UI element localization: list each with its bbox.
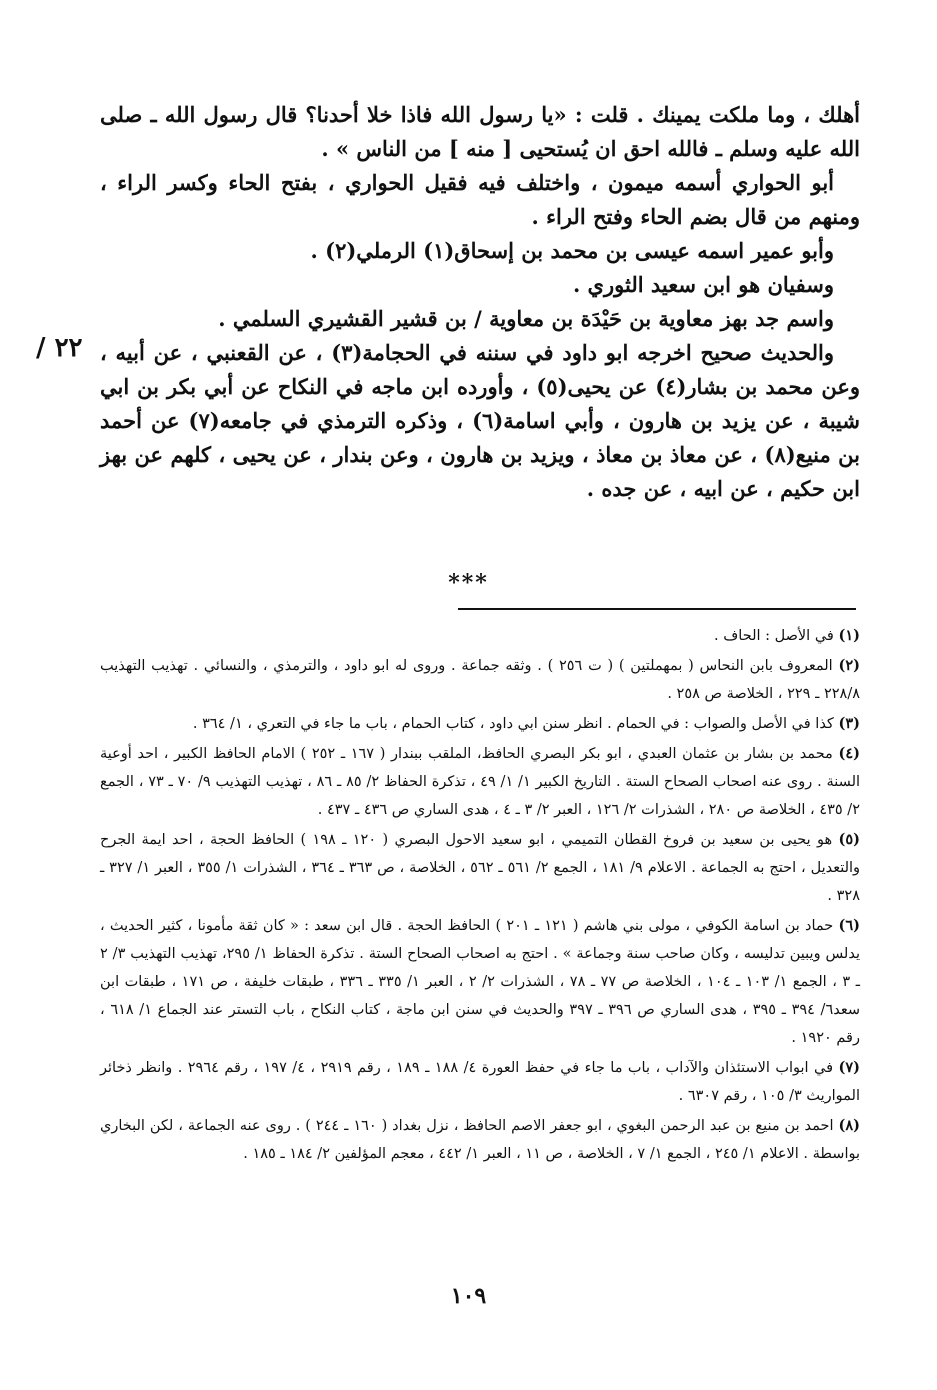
- footnote-number: (٣): [838, 715, 860, 732]
- footnote: [100, 622, 860, 650]
- page-number: ١٠٩: [450, 1283, 487, 1309]
- footnote: [100, 652, 860, 708]
- footnote: [100, 826, 860, 910]
- footnote-number: (٥): [838, 831, 861, 848]
- main-paragraph: واسم جد بهز معاوية بن حَيْدَة بن معاوية / بن قشير القشيري السلمي .: [218, 306, 834, 331]
- margin-page-marker: ٢٢ /: [36, 333, 83, 363]
- footnote-text: احمد بن منيع بن عبد الرحمن البغوي ، ابو جعفر الاصم الحافظ ، نزل بغداد ( ١٦٠ ـ ٢٤٤ ) . روى عنه الجماعة ، لكن البخاري بواسطة . الاعلام ١/ ٢٤٥ ، الجمع ١/ ٧ ، الخلاصة ، ص ١١ ، العبر ١/ ٤٤٢ ، معجم المؤلفين ٢/ ١٨٤ ـ ١٨٥ .: [100, 1118, 860, 1162]
- footnote-number: (٤): [838, 745, 861, 762]
- footnote: [100, 710, 860, 738]
- footnote: [100, 1112, 860, 1168]
- section-separator: ***: [448, 570, 489, 596]
- footnote-number: (٢): [838, 657, 860, 674]
- footnote-number: (٨): [838, 1117, 861, 1134]
- footnote: [100, 912, 860, 1052]
- main-paragraph: وأبو عمير اسمه عيسى بن محمد بن إسحاق(١) الرملي(٢) .: [310, 238, 834, 263]
- footnote-text: حماد بن اسامة الكوفي ، مولى بني هاشم ( ١٢١ ـ ٢٠١ ) الحافظ الحجة . قال ابن سعد : « كان ثقة مأمونا ، كثير الحديث ، يدلس ويبين تدليسه ، وكان صاحب سنة وجماعة » . احتج به اصحاب الصحاح الستة . تذكرة الحفاظ ١/ ٢٩٥، تهذيب التهذيب ٣/ ٢ ـ ٣ ، الجمع ١/ ١٠٣ ـ ١٠٤ ، الخلاصة ص ٧٧ ـ ٧٨ ، الشذرات ٢/ ٢ ، العبر ١/ ٣٣٥ ـ ٣٣٦ ، طبقات خليفة ، ص ١٧١ ، طبقات ابن سعد٦/ ٣٩٤ ـ ٣٩٥ ، هدى الساري ص ٣٩٦ ـ ٣٩٧ والحديث في سنن ابن ماجة ، كتاب النكاح ، باب التستر عند الجماع ١/ ٦١٨ ، رقم ١٩٢٠ .: [100, 918, 861, 1046]
- footnote-text: في ابواب الاستئذان والآداب ، باب ما جاء في حفظ العورة ٤/ ١٨٨ ـ ١٨٩ ، رقم ٢٩١٩ ، ٤/ ١٩٧ ، رقم ٢٩٦٤ . وانظر ذخائر المواريث ٣/ ١٠٥ ، رقم ٦٣٠٧ .: [100, 1060, 860, 1104]
- footnote-text: كذا في الأصل والصواب : في الحمام . انظر سنن ابي داود ، كتاب الحمام ، باب ما جاء في التعري ، ١/ ٣٦٤ .: [192, 716, 834, 732]
- footnotes: [100, 622, 860, 1170]
- footnote-text: محمد بن بشار بن عثمان العبدي ، ابو بكر البصري الحافظ، الملقب ببندار ( ١٦٧ ـ ٢٥٢ ) الامام الحافظ الكبير ، احد أوعية السنة . روى عنه اصحاب الصحاح الستة . التاريخ الكبير ١/ ١/ ٤٩ ، تذكرة الحفاظ ٢/ ٨٥ ـ ٨٦ ، تهذيب التهذيب ٩/ ٧٠ ـ ٧٣ ، الجمع ٢/ ٤٣٥ ، الخلاصة ص ٢٨٠ ، الشذرات ٢/ ١٢٦ ، العبر ٢/ ٣ ـ ٤ ، هدى الساري ص ٤٣٦ ـ ٤٣٧ .: [100, 746, 861, 818]
- main-paragraph: والحديث صحيح اخرجه ابو داود في سننه في الحجامة(٣) ، عن القعنبي ، عن أبيه ، وعن محمد بن بشار(٤) عن يحيى(٥) ، وأورده ابن ماجه في النكاح عن أبي بكر بن ابي شيبة ، عن يزيد بن هارون ، وأبي اسامة(٦) ، وذكره الترمذي في جامعه(٧) عن أحمد بن منيع(٨) ، عن معاذ بن معاذ ، ويزيد بن هارون ، وعن بندار ، عن يحيى ، كلهم عن بهز ابن حكيم ، عن ابيه ، عن جده .: [100, 340, 860, 501]
- footnote-text: المعروف بابن النحاس ( بمهملتين ) ( ت ٢٥٦ ) . وثقه جماعة . وروى له ابو داود ، والترمذي ، والنسائي . تهذيب التهذيب ٢٢٨/٨ ـ ٢٢٩ ، الخلاصة ص ٢٥٨ .: [100, 658, 860, 702]
- footnote-text: هو يحيى بن سعيد بن فروخ القطان التميمي ، ابو سعيد الاحول البصري ( ١٢٠ ـ ١٩٨ ) الحافظ الحجة ، احد ايمة الجرح والتعديل ، احتج به الجماعة . الاعلام ٩/ ١٨١ ، الجمع ٢/ ٥٦١ ـ ٥٦٢ ، الخلاصة ، ص ٣٦٣ ـ ٣٦٤ ، الشذرات ١/ ٣٥٥ ، العبر ١/ ٣٢٧ ـ ٣٢٨ .: [100, 832, 861, 904]
- main-text: [100, 98, 860, 506]
- main-paragraph: أبو الحواري أسمه ميمون ، واختلف فيه فقيل الحواري ، بفتح الحاء وكسر الراء ، ومنهم من قال بضم الحاء وفتح الراء .: [100, 170, 860, 229]
- footnote: [100, 1054, 860, 1110]
- main-paragraph: أهلك ، وما ملكت يمينك . قلت : «يا رسول الله فاذا خلا أحدنا؟ قال رسول الله ـ صلى الله عليه وسلم ـ فالله احق ان يُستحيى [ منه ] من الناس » .: [100, 102, 860, 161]
- footnote-rule: [458, 608, 856, 610]
- main-paragraph: وسفيان هو ابن سعيد الثوري .: [572, 272, 834, 297]
- footnote-text: في الأصل : الحاف .: [714, 628, 834, 644]
- footnote-number: (٧): [838, 1059, 861, 1076]
- footnote-number: (٦): [838, 917, 860, 934]
- footnote-number: (١): [838, 627, 860, 644]
- footnote: [100, 740, 860, 824]
